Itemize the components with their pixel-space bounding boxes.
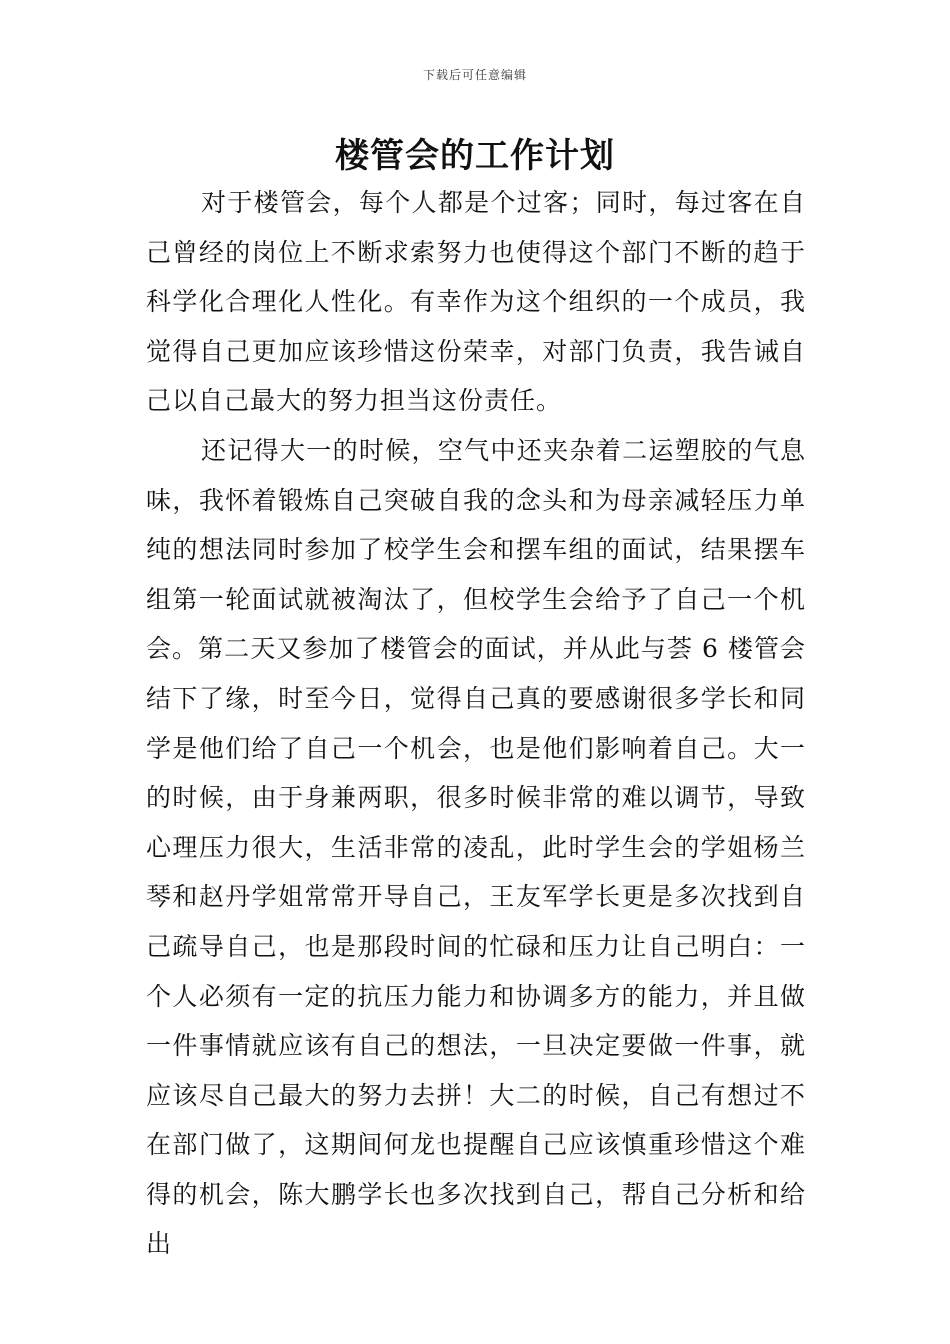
- header-note: 下载后可任意编辑: [422, 68, 527, 82]
- document-title: 楼管会的工作计划: [335, 136, 615, 176]
- paragraph: 还记得大一的时候，空气中还夹杂着二运塑胶的气息味，我怀着锻炼自己突破自我的念头和为母亲减轻压力单纯的想法同时参加了校学生会和摆车组的面试，结果摆车组第一轮面试就被淘汰了，但校学生会给予了自己一个机会。第二天又参加了楼管会的面试，并从此与荟 6 楼管会结下了缘，时至今日，觉得自己真的要感谢很多学长和同学是他们给了自己一个机会，也是他们影响着自己。大一的时候，由于身兼两职，很多时候非常的难以调节，导致心理压力很大，生活非常的凌乱，此时学生会的学姐杨兰琴和赵丹学姐常常开导自己，王友军学长更是多次找到自己疏导自己，也是那段时间的忙碌和压力让自己明白：一个人必须有一定的抗压力能力和协调多方的能力，并且做一件事情就应该有自己的想法，一旦决定要做一件事，就应该尽自己最大的努力去拼！大二的时候，自己有想过不在部门做了，这期间何龙也提醒自己应该慎重珍惜这个难得的机会，陈大鹏学长也多次找到自己，帮自己分析和给出: [146, 435, 806, 1259]
- paragraph: 对于楼管会，每个人都是个过客；同时，每过客在自己曾经的岗位上不断求索努力也使得这个部门不断的趋于科学化合理化人性化。有幸作为这个组织的一个成员，我觉得自己更加应该珍惜这份荣幸，对部门负责，我告诫自己以自己最大的努力担当这份责任。: [146, 188, 806, 416]
- document-body: [146, 178, 806, 1269]
